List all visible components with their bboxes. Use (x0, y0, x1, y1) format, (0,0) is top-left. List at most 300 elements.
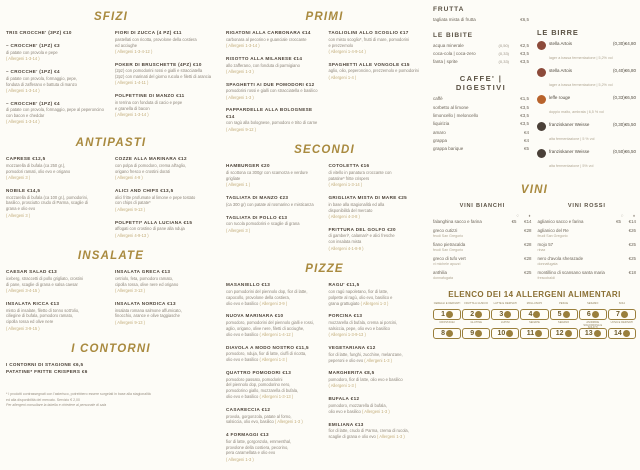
franziskaner-logo-icon (537, 149, 546, 158)
wine-name: montillino di scansano santa maria (537, 269, 605, 275)
allergen-cell[interactable] (579, 303, 607, 320)
allergen-caption: GLUTINE (470, 320, 482, 324)
allergen-number: 4 (528, 310, 533, 318)
section-title-pizze: PIZZE (305, 263, 344, 276)
item-desc: con pomodorini del piennolo dop, fior di latte, capocollo, provolone della costiera, olio evo e basilico ( Allergeni 3-9 ) (226, 289, 308, 306)
menu-item[interactable] (6, 101, 107, 126)
item-allergens: ( Allergeni 1-3-14 ) (6, 119, 40, 125)
wine-row[interactable] (538, 242, 637, 254)
beer-item[interactable] (537, 122, 636, 145)
item-desc: pomodoro, pomodorini del piennolo gialli e rossi, aglio, origano, olive nere, filetti di acciughe, olio evo e basilico ( Allergeni 1-4-12 ) (226, 320, 314, 337)
menu-item[interactable] (329, 313, 424, 338)
beer-item[interactable] (537, 95, 636, 118)
beer-price: €6,50 (624, 95, 636, 100)
allergen-cell[interactable] (550, 322, 578, 339)
gluten-icon (475, 330, 482, 337)
item-name: TAGLIOLINI ALLO SCOGLIO €17 (328, 30, 409, 35)
menu-item[interactable] (115, 62, 216, 87)
wine-name: nero d'avola sherazade (537, 255, 584, 261)
column-left (0, 0, 222, 418)
beer-desc: lager a bassa fermentazione | 5,2% vol (549, 83, 613, 87)
menu-item[interactable] (329, 370, 424, 389)
section-title-sfizi: SFIZI (93, 11, 129, 23)
item-name: MARGHERITA €8,5 (328, 370, 375, 376)
bibite-block (433, 32, 529, 66)
item-desc: di scottona ca 300gr con scamorza e verdure grigliate (226, 170, 308, 181)
wine-producer: frescobaldi (537, 276, 555, 281)
primi-left-list (226, 30, 321, 139)
antipasti-grid (6, 156, 216, 245)
allergen-cell[interactable] (462, 322, 490, 339)
item-name: POLPETTINE DI MANZO €11 (115, 93, 185, 99)
section-title-primi: PRIMI (305, 11, 344, 23)
wine-bottle-price: €28 (524, 255, 532, 261)
item-desc: allo zafferano, con fonduta di parmigiano (226, 62, 300, 68)
wheat-icon (446, 311, 453, 318)
item-desc: (ca 300 gr) con patate al rosmarino e misticanza (226, 201, 314, 207)
pizze-grid (226, 282, 423, 469)
menu-item[interactable] (6, 69, 107, 94)
menu-item[interactable] (115, 301, 216, 326)
sfizi-right-list (115, 30, 216, 132)
nut-icon (475, 311, 482, 318)
item-allergens: ( Allergeni 4-3-8 ) (328, 213, 360, 219)
lupin-icon (506, 330, 513, 337)
wine-bottle-price: €25 (628, 241, 636, 247)
beer-price: €4,80 (624, 41, 636, 46)
primi-right-list (329, 30, 424, 139)
menu-item[interactable] (6, 269, 107, 294)
item-desc: con polpa di pomodoro, crema all'aglio, origano fresco e crostini dorati (115, 162, 187, 174)
allergen-number: 12 (555, 329, 564, 337)
allergen-caption: MOLLUSCHI (526, 301, 543, 305)
item-desc: carbonara al pecorino e guanciale croccante (226, 36, 307, 42)
wine-producer: rinaz (537, 248, 546, 253)
item-desc: misto di insalate, filetto di tonno sott'olio, ciliegine di bufala, pomodoro ramato, cipolla rossa ed olive nere (6, 307, 80, 325)
price-row-price: €4 (523, 129, 529, 135)
item-desc: di patate con provola, formaggio, pepe, fonduta di zafferano e battuta di manzo (6, 75, 78, 87)
item-name: RISOTTO ALLA MILANESE €14 (226, 55, 303, 61)
price-row-price: €3,5 (520, 51, 529, 57)
wine-row[interactable] (538, 228, 637, 240)
item-desc: in base alla stagionalità ed alla disponibilità del mercato (328, 201, 385, 213)
allergen-number: 2 (470, 310, 475, 318)
wine-row[interactable] (433, 256, 532, 268)
pizze-right-list (329, 282, 424, 469)
sfizi-left-list (6, 30, 107, 132)
sfizi-grid (6, 30, 216, 132)
menu-item[interactable] (226, 163, 321, 188)
menu-item[interactable] (115, 220, 216, 239)
wine-row[interactable] (538, 256, 637, 268)
item-desc: pomodoro, fior di latte, olio evo e basilico (328, 377, 403, 383)
franziskaner-logo-icon (537, 122, 546, 131)
item-name: TRIS CROCCHE' (3PZ) €10 (6, 30, 72, 35)
beer-volume: (0,33) (612, 95, 625, 100)
price-row-volume: (0,33) (498, 51, 509, 57)
item-name: TAGLIATA DI MANZO €23 (226, 195, 289, 201)
item-name: SPAGHETTI ALLE VONGOLE €15 (328, 61, 410, 67)
menu-item[interactable] (115, 30, 216, 55)
wine-glass-icon: ♢ (515, 213, 520, 218)
price-row-price: €3,5 (520, 59, 529, 65)
menu-item[interactable] (6, 43, 107, 62)
price-row[interactable] (433, 43, 529, 50)
beer-name: franziskaner Weisse (549, 149, 590, 154)
secondi-grid (226, 163, 423, 258)
item-allergens: ( Allergeni 3-9-15 ) (6, 325, 40, 331)
item-allergens: ( Allergeni 1-3-14 ) (115, 112, 149, 118)
item-allergens: ( Allergeni 1-4 ) (328, 74, 357, 80)
item-name: DIAVOLA A MODO NOSTRO €11,5 (226, 344, 309, 350)
item-desc: fior di latte, gorgonzola, emmenthal, provolone della costiera, pecorino, pera caramellata e olio evo (226, 438, 292, 456)
price-row-price: €3,5 (520, 104, 529, 110)
allergen-number: 3 (499, 310, 504, 318)
wine-bottle-price: €25 (628, 255, 636, 261)
item-allergens: ( Allergeni 1-3-4-12 ) (115, 48, 153, 54)
wine-producer: feudi San Gregorio (537, 234, 568, 239)
wine-row[interactable] (433, 242, 532, 254)
allergen-caption: SENAPE (529, 320, 540, 324)
price-row-price: €3,5 (520, 112, 529, 118)
allergen-cell[interactable] (491, 303, 519, 320)
item-name: VEGETARIANA €12 (328, 345, 376, 351)
item-desc: pomodoro, mozzarella di bufala, olio evo e basilico ( Allergeni 1-3 ) (328, 402, 390, 414)
menu-item[interactable] (115, 156, 216, 181)
allergen-cell[interactable] (462, 303, 490, 320)
item-desc: pastellati con ricotta, provolone della costiera ed acciughe (115, 36, 197, 48)
item-allergens: ( Allergeni 9-13 ) (115, 319, 146, 325)
item-name: HAMBURGER €20 (226, 163, 270, 169)
allergen-caption: LUPINI (501, 320, 510, 324)
wine-row[interactable] (433, 270, 532, 282)
allergen-number: 5 (557, 310, 562, 318)
item-allergens: ( Allergeni 1-3 ) (226, 68, 254, 74)
item-desc: in terrina con fonduta di cacio e pepe e granella di bacon (115, 99, 183, 111)
section-title-insalate: INSALATE (77, 250, 145, 263)
menu-item[interactable] (226, 30, 321, 49)
menu-item[interactable] (226, 370, 321, 400)
item-desc: di patate con provola, formaggio, pepe al peperoncino con bacon e cheddar (6, 107, 104, 119)
menu-item[interactable] (226, 313, 321, 337)
insalate-grid (6, 269, 216, 338)
allergen-cell[interactable] (579, 322, 607, 339)
beer-price: €6,50 (624, 149, 636, 154)
wine-row[interactable] (538, 219, 637, 225)
menu-item[interactable] (329, 163, 424, 188)
item-allergens: ( Allergeni 4-1-8-9 ) (328, 245, 364, 251)
menu-item[interactable] (329, 62, 424, 81)
price-row[interactable] (433, 146, 529, 153)
wine-bottle-price: €14 (524, 219, 532, 224)
wine-glass-price: €5 (616, 219, 621, 224)
allergen-caption: SEDANO (558, 320, 570, 324)
beer-desc: lager a bassa fermentazione | 5,2% vol (549, 56, 613, 60)
menu-item[interactable] (329, 282, 424, 306)
item-desc: iceberg, straccetti di pollo grigliato, crostini di pane, scaglie di grana e salsa caesar (6, 276, 83, 287)
drinks-row (433, 6, 636, 176)
price-row-name: tagliata mista di frutta (433, 17, 476, 22)
wine-bottle-price: €18 (628, 269, 636, 275)
allergen-number: 7 (615, 310, 620, 318)
price-row-name: limoncello | meloncello (433, 112, 479, 118)
item-name: QUATTRO POMODORI €13 (226, 369, 292, 375)
wine-bottle-icon: ♦ (632, 213, 635, 218)
allergen-cell[interactable] (433, 322, 461, 339)
allergen-cell[interactable] (520, 322, 548, 339)
allergen-number: 6 (586, 310, 591, 318)
price-row[interactable] (433, 113, 529, 120)
price-row-name: liquirizia (433, 121, 450, 127)
wine-producer: donnafugata (433, 276, 453, 281)
antipasti-right-list (115, 156, 216, 245)
secondi-right-list (329, 163, 424, 258)
wine-name: anthilia (433, 269, 447, 275)
menu-item[interactable] (329, 30, 424, 55)
soy-icon (621, 311, 628, 318)
item-name: POLPETTI* ALLA LUCIANA €15 (115, 219, 193, 225)
item-desc: alici fritte profumate al limone e pepe tostato con chips di patate* (115, 194, 196, 206)
menu-item[interactable] (226, 195, 321, 208)
allergen-caption: PESCE (559, 301, 569, 305)
price-row-name: sorbetto al limone (433, 104, 469, 110)
section-title-antipasti: ANTIPASTI (75, 137, 147, 150)
beer-item[interactable] (537, 68, 636, 91)
item-desc: aglio, olio, peperoncino, prezzemolo e pomodorini (328, 68, 419, 74)
item-allergens: ( Allergeni 4-9-13 ) (115, 232, 149, 238)
allergen-number: 1 (441, 310, 446, 318)
item-name: CAESAR SALAD €13 (6, 269, 58, 275)
item-name: GRIGLIATA MISTA DI MARE €25 (328, 195, 408, 201)
fish-icon (563, 311, 570, 318)
menu-item[interactable] (329, 345, 424, 363)
price-row-volume: (0,33) (498, 59, 509, 65)
wine-row[interactable] (433, 219, 532, 225)
caffe-block (433, 74, 529, 153)
beer-volume: (0,50) (612, 149, 625, 154)
allergen-cell[interactable] (608, 303, 636, 320)
beer-volume: (0,40) (612, 68, 625, 73)
beer-volume: (0,30) (612, 122, 625, 127)
section-title-caffe: CAFFE' | DIGESTIVI (455, 74, 507, 93)
item-name: EMILIANA €13 (328, 421, 364, 427)
price-row-name: fanta | sprite (433, 59, 458, 65)
item-desc: insalata romana salmone affumicato, finocchio, arance e olive taggiasche (115, 307, 182, 319)
item-desc: pomodoro passato, pomodorini del piennolo dop, pomodorino nero, pomodorino giallo, mozzarella di bufala, olio evo e basilico ( Allergeni 1-3-13 ) (226, 376, 299, 399)
allergen-cell[interactable] (433, 303, 461, 320)
menu-item[interactable] (6, 301, 107, 331)
egg-icon (623, 330, 630, 337)
item-desc: (2pz) con pomodorini rossi e gialli e stracciatella (2pz) con marinati del giorno rucola e filetti di arancia (115, 68, 212, 80)
wine-bottle-icon: ♦ (528, 213, 531, 218)
wine-producer: feudi San Gregorio (433, 248, 464, 253)
allergen-cell[interactable] (520, 303, 548, 320)
item-name: RAGU' €11,5 (328, 282, 360, 288)
insalate-right-list (115, 269, 216, 338)
stella-artois-logo-icon (537, 68, 546, 77)
price-row[interactable] (433, 138, 529, 145)
menu-item[interactable] (226, 345, 321, 363)
menu-item[interactable] (329, 396, 424, 414)
item-name: BUFALA €12 (328, 396, 360, 402)
menu-item[interactable] (115, 93, 216, 118)
mustard-icon (535, 330, 542, 337)
price-row-name: coca-cola | coca-zero (433, 51, 476, 57)
column-middle (222, 0, 427, 462)
wine-measure-icons (433, 213, 532, 218)
item-name: 4 FORMAGGI €13 (226, 432, 269, 438)
secondi-left-list (226, 163, 321, 258)
contorni-line[interactable]: PATATINE* FRITTE CRISPERS €6 (6, 369, 88, 375)
wine-name: aglianico del Re (537, 227, 569, 233)
allergen-number: 9 (470, 329, 475, 337)
price-row-price: €1,5 (520, 96, 529, 102)
item-desc: pomodorini rossi e gialli con stracciatella e basilico (226, 88, 318, 94)
mollusc-icon (533, 311, 540, 318)
menu-item[interactable] (226, 82, 321, 101)
menu-item[interactable] (6, 156, 107, 181)
item-allergens: ( Allergeni 1-3-9-13 ) (328, 332, 366, 338)
price-row[interactable] (433, 17, 529, 24)
item-desc: fior di latte, funghi, zucchine, melanzane, peperoni e olio evo ( Allergeni 1-3 ) (328, 351, 403, 363)
menu-item[interactable] (6, 188, 107, 218)
wine-glass-price: €5 (511, 219, 517, 224)
allergeni-grid (433, 303, 636, 339)
price-row[interactable] (433, 59, 529, 66)
menu-item[interactable] (226, 107, 321, 132)
beer-item[interactable] (537, 149, 636, 172)
allergen-caption: SOIA (618, 301, 626, 305)
item-name: INSALATA NORDICA €13 (115, 300, 176, 306)
item-allergens: ( Allergeni 3-13 ) (115, 288, 146, 294)
item-name: – CROCCHE' (1PZ) €4 (6, 100, 60, 106)
item-allergens: ( Allergeni 1-3 ) (328, 383, 357, 389)
allergen-number: 13 (584, 329, 593, 337)
price-row[interactable] (433, 130, 529, 137)
column-right (427, 0, 640, 418)
item-allergens: ( Allergeni 3 ) (226, 227, 251, 233)
price-row-name: caffè (433, 96, 443, 102)
wine-producer: vi michele apuzzi (433, 262, 461, 267)
section-title-frutta: FRUTTA (433, 6, 465, 13)
allergen-number: 10 (497, 329, 506, 337)
wine-row[interactable] (538, 270, 637, 282)
price-row[interactable] (433, 105, 529, 112)
menu-item[interactable] (6, 30, 107, 36)
beer-name: stella Artois (549, 68, 573, 73)
primi-grid (226, 30, 423, 139)
price-row-price: €5 (523, 146, 529, 152)
menu-item[interactable] (226, 215, 321, 234)
section-title-birre: LE BIRRE (537, 28, 579, 37)
beer-name: franziskaner Weisse (549, 122, 590, 127)
item-allergens: ( Allergeni 1-3-14 ) (6, 87, 40, 93)
item-name: NOBILE €14,5 (6, 187, 41, 193)
menu-item[interactable] (115, 269, 216, 294)
price-row[interactable] (433, 51, 529, 58)
item-name: FRITTURA DEL GOLFO €20 (328, 226, 396, 232)
item-name: FIORI DI ZUCCA (4 PZ) €11 (115, 30, 182, 35)
item-name: SPAGHETTI AI DUE POMODORI €12 (226, 81, 315, 87)
item-name: PAPPARDELLE ALLA BOLOGNESE €14 (226, 107, 313, 119)
section-title-contorni: I CONTORNI (71, 343, 151, 356)
menu-item[interactable] (226, 56, 321, 75)
beer-price: €5,50 (624, 122, 636, 127)
menu-item[interactable] (226, 407, 321, 425)
item-allergens: ( Allergeni 1-4-11 ) (115, 80, 149, 86)
price-row[interactable] (433, 121, 529, 128)
wine-bottle-price: €26 (628, 227, 636, 233)
item-allergens: ( Allergeni 9-13 ) (115, 206, 146, 212)
item-allergens: ( Allergeni 4-9 ) (115, 175, 143, 181)
menu-item[interactable] (226, 432, 321, 462)
wine-name: greco cutizzi (433, 227, 458, 233)
price-row-name: grappa (433, 137, 448, 143)
wine-name: falanghina sacco e farina (433, 219, 482, 224)
wine-glass-icon: ♢ (620, 213, 624, 218)
price-row-price: €4 (523, 137, 529, 143)
item-desc: con misto scoglio*, frutti di mare, pomodorini e prezzemolo (328, 36, 410, 48)
footnote-line-1: * I prodotti contrassegnati con l'asterisco, potrebbero essere surgelati in base alla stagionalità (6, 392, 151, 397)
beer-name: leffe rouge (549, 95, 571, 100)
allergen-caption: CROSTACEI (439, 320, 455, 324)
menu-item[interactable] (226, 282, 321, 306)
item-name: POKER DI BRUSCHETTE (4PZ) €10 (115, 61, 202, 67)
stella-artois-logo-icon (537, 41, 546, 50)
contorni-line[interactable]: I CONTORNI DI STAGIONE €6,5 (6, 362, 84, 368)
footnote (6, 392, 216, 409)
beer-desc: doppio malto, ambrata | 6,5 % vol (549, 110, 604, 114)
item-allergens: ( Allergeni 1-3 ) (226, 456, 254, 462)
allergen-caption: ANIDRIDE SOLFOROSA E SOLFITI (583, 320, 603, 330)
item-allergens: ( Allergeni 9-12 ) (226, 126, 257, 132)
frutta-block (433, 6, 529, 24)
item-allergens: ( Allergeni 1 ) (226, 182, 251, 188)
menu-item[interactable] (115, 188, 216, 213)
price-row[interactable] (433, 96, 529, 103)
vini-rossi-title: VINI ROSSI (567, 203, 606, 209)
wine-row[interactable] (433, 228, 532, 240)
allergen-cell[interactable] (608, 322, 636, 339)
item-name: RIGATONI ALLA CARBONARA €14 (226, 30, 311, 35)
menu-item[interactable] (329, 195, 424, 220)
beer-desc: alta fermentazione | 5% vol (549, 164, 594, 168)
price-row-price: €2,5 (520, 42, 529, 48)
item-desc: provola, gorgonzola, patate al forno, salsiccia, olio evo, basilico ( Allergeni 1-3 ) (226, 413, 303, 425)
wine-measure-icons (538, 213, 637, 218)
allergeni-title: ELENCO DEI 14 ALLERGENI ALIMENTARI (448, 289, 621, 299)
beer-volume: (0,30) (612, 41, 625, 46)
item-name: TAGLIATA DI POLLO €13 (226, 214, 288, 220)
beer-desc: alta fermentazione | 5 % vol (549, 137, 595, 141)
allergen-cell[interactable] (550, 303, 578, 320)
sulphite-icon (594, 330, 601, 337)
beer-item[interactable] (537, 41, 636, 64)
milk-icon (504, 311, 511, 318)
sesame-icon (592, 311, 599, 318)
wine-name: mojo 57 (537, 241, 554, 247)
item-desc: cetriolo, feta, pomodoro ramato, cipolla rossa, olive nere ed origano (115, 276, 179, 287)
allergen-caption: CEREALI E DERIVATI (433, 301, 461, 305)
section-title-secondi: SECONDI (294, 144, 355, 157)
menu-item[interactable] (329, 422, 424, 440)
item-desc: di patate con provola e pepe (6, 49, 58, 55)
menu-item[interactable] (329, 227, 424, 252)
allergen-cell[interactable] (491, 322, 519, 339)
footnote-line-3: Per allergeni consultare la tabella e chiedere al personale di sala (6, 403, 107, 408)
item-allergens: ( Allergeni 1-3-14 ) (226, 43, 260, 48)
antipasti-left-list (6, 156, 107, 245)
